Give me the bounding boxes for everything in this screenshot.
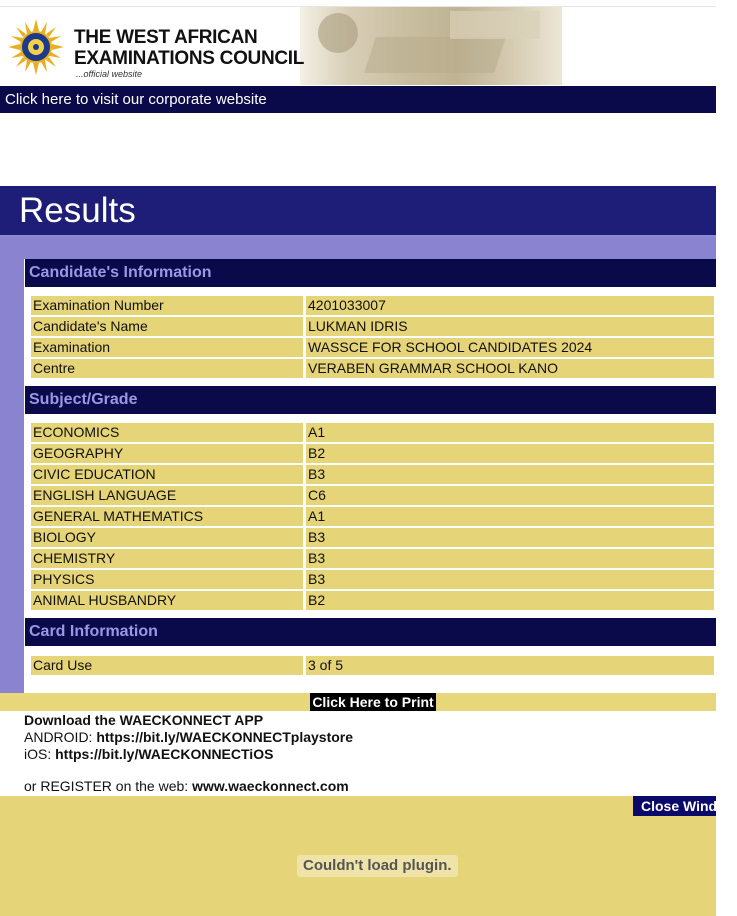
banner-photo	[300, 7, 562, 85]
subject-name: PHYSICS	[31, 570, 303, 589]
waec-logo-icon	[8, 19, 64, 75]
candidate-row	[31, 338, 714, 357]
subject-grade: C6	[306, 486, 714, 505]
subject-name: ENGLISH LANGUAGE	[31, 486, 303, 505]
card-row	[31, 656, 714, 675]
subject-name: GENERAL MATHEMATICS	[31, 507, 303, 526]
candidate-row	[31, 359, 714, 378]
subject-row	[31, 591, 714, 610]
subject-name: BIOLOGY	[31, 528, 303, 547]
candidate-row	[31, 296, 714, 315]
ios-label: iOS:	[24, 746, 56, 762]
candidate-info-heading: Candidate's Information	[25, 259, 716, 287]
subject-row	[31, 465, 714, 484]
org-name-line2: EXAMINATIONS COUNCIL	[74, 48, 305, 69]
org-tagline: ...official website	[76, 69, 143, 79]
candidate-row	[31, 317, 714, 336]
results-header	[0, 186, 716, 237]
org-name-line1: THE WEST AFRICAN	[74, 27, 258, 48]
subject-grade: B2	[306, 444, 714, 463]
row-label: Candidate's Name	[31, 317, 303, 336]
row-label: Centre	[31, 359, 303, 378]
subject-grade: B2	[306, 591, 714, 610]
subject-grade: B3	[306, 465, 714, 484]
row-value: WASSCE FOR SCHOOL CANDIDATES 2024	[306, 338, 714, 357]
row-label: Card Use	[31, 656, 303, 675]
waec-banner	[0, 7, 716, 85]
subject-name: GEOGRAPHY	[31, 444, 303, 463]
subject-name: CHEMISTRY	[31, 549, 303, 568]
subject-row	[31, 528, 714, 547]
app-title: Download the WAECKONNECT APP	[24, 712, 264, 728]
subject-row	[31, 507, 714, 526]
ios-line	[24, 746, 353, 763]
row-label: Examination Number	[31, 296, 303, 315]
android-label: ANDROID:	[24, 729, 97, 745]
web-register-link[interactable]: www.waeckonnect.com	[192, 778, 349, 794]
plugin-error-message: Couldn't load plugin.	[297, 855, 458, 877]
app-download-info	[24, 712, 353, 795]
subject-grade: A1	[306, 507, 714, 526]
subject-row	[31, 549, 714, 568]
android-link[interactable]: https://bit.ly/WAECKONNECTplaystore	[96, 729, 354, 745]
subject-name: CIVIC EDUCATION	[31, 465, 303, 484]
subject-grade: A1	[306, 423, 714, 442]
subject-row	[31, 444, 714, 463]
page-title: Results	[19, 191, 136, 230]
row-label: Examination	[31, 338, 303, 357]
subject-row	[31, 486, 714, 505]
android-line	[24, 729, 353, 746]
subject-grade-heading: Subject/Grade	[25, 386, 716, 414]
subject-grade: B3	[306, 528, 714, 547]
corporate-website-link[interactable]: Click here to visit our corporate website	[0, 86, 716, 113]
ios-link[interactable]: https://bit.ly/WAECKONNECTiOS	[55, 746, 274, 762]
subject-row	[31, 423, 714, 442]
subject-grade: B3	[306, 549, 714, 568]
card-info-heading: Card Information	[25, 618, 716, 646]
org-name	[74, 27, 304, 69]
row-value: LUKMAN IDRIS	[306, 317, 714, 336]
row-value: VERABEN GRAMMAR SCHOOL KANO	[306, 359, 714, 378]
web-register-line	[24, 778, 353, 795]
print-button[interactable]: Click Here to Print	[310, 693, 436, 711]
web-register-label: or REGISTER on the web:	[24, 778, 193, 794]
row-value: 3 of 5	[306, 656, 714, 675]
row-value: 4201033007	[306, 296, 714, 315]
subject-grade: B3	[306, 570, 714, 589]
close-window-button[interactable]: Close Window	[633, 796, 716, 816]
subject-row	[31, 570, 714, 589]
subject-name: ANIMAL HUSBANDRY	[31, 591, 303, 610]
subject-name: ECONOMICS	[31, 423, 303, 442]
